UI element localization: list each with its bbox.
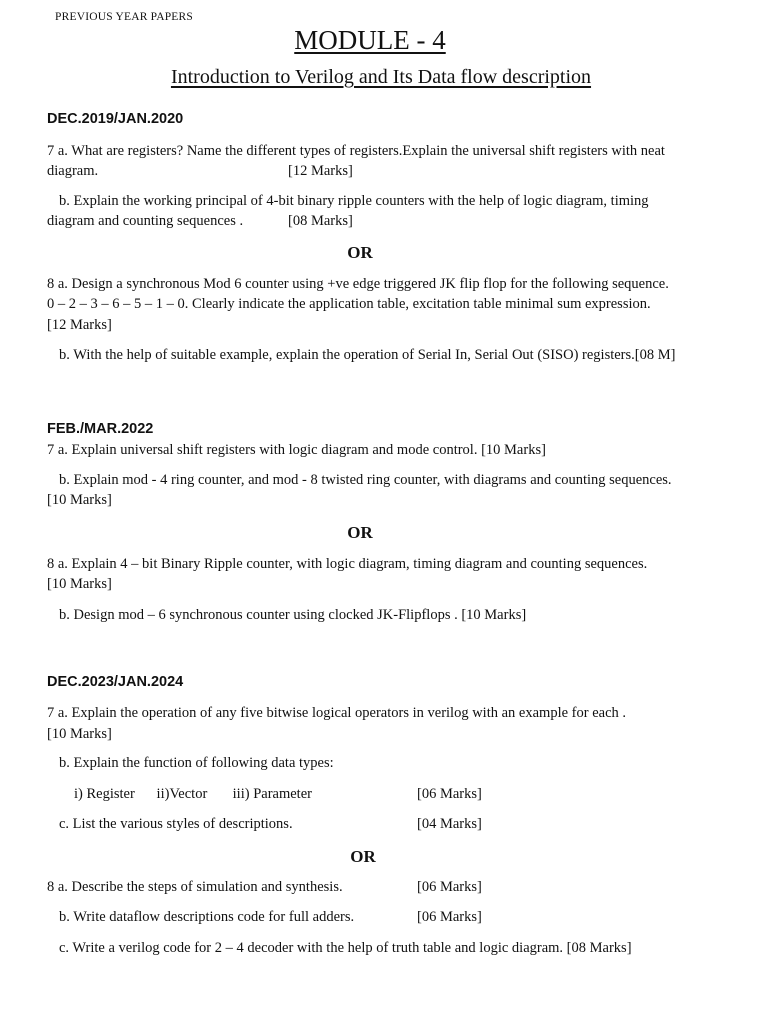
question-8a-line: 8 a. Design a synchronous Mod 6 counter using +ve edge triggered JK flip flop for the following sequence. — [47, 276, 669, 292]
question-7b-line: diagram and counting sequences . — [47, 213, 244, 229]
question-8a-line: 8 a. Describe the steps of simulation and synthesis. — [47, 879, 343, 895]
question-7c-marks: [04 Marks] — [417, 816, 482, 832]
or-divider: OR — [347, 243, 373, 262]
question-7b-marks: [06 Marks] — [417, 786, 482, 802]
question-7b-items: i) Register ii)Vector iii) Parameter — [74, 786, 312, 802]
question-7b-line: b. Explain mod - 4 ring counter, and mod - 8 twisted ring counter, with diagrams and counting sequences. — [59, 472, 672, 488]
question-8b-line: b. Write dataflow descriptions code for full adders. — [59, 909, 355, 925]
question-7b-line: b. Explain the working principal of 4-bit binary ripple counters with the help of logic diagram, timing — [59, 193, 649, 209]
module-title: MODULE - 4 — [294, 25, 446, 55]
question-7a-line: diagram. — [47, 163, 99, 179]
question-8b-marks: [06 Marks] — [417, 909, 482, 925]
question-8a-marks: [10 Marks] — [47, 576, 112, 592]
question-8a-line: 0 – 2 – 3 – 6 – 5 – 1 – 0. Clearly indicate the application table, excitation table minimal sum expression. — [47, 296, 651, 312]
question-8b-line: b. Design mod – 6 synchronous counter using clocked JK-Flipflops . [10 Marks] — [59, 607, 527, 623]
or-divider: OR — [350, 847, 376, 866]
question-8c-line: c. Write a verilog code for 2 – 4 decoder with the help of truth table and logic diagram. [08 Marks] — [59, 940, 632, 956]
question-7a-line: 7 a. Explain the operation of any five bitwise logical operators in verilog with an example for each . — [47, 705, 627, 721]
section-heading-dec2019: DEC.2019/JAN.2020 — [47, 111, 184, 127]
question-7b-marks: [10 Marks] — [47, 492, 112, 508]
question-7b-line: b. Explain the function of following data types: — [59, 755, 334, 771]
or-divider: OR — [347, 523, 373, 542]
question-8b-line: b. With the help of suitable example, explain the operation of Serial In, Serial Out (SISO) registers.[08 M] — [59, 347, 676, 363]
question-7c-line: c. List the various styles of descriptions. — [59, 816, 293, 832]
question-7a-line: 7 a. Explain universal shift registers with logic diagram and mode control. [10 Marks] — [47, 442, 546, 458]
question-8a-marks: [12 Marks] — [47, 317, 112, 333]
question-7b-marks: [08 Marks] — [288, 213, 353, 229]
question-7a-line: 7 a. What are registers? Name the different types of registers.Explain the universal shift registers with neat — [47, 143, 665, 159]
section-heading-feb2022: FEB./MAR.2022 — [47, 421, 154, 437]
question-7a-marks: [10 Marks] — [47, 726, 112, 742]
question-8a-line: 8 a. Explain 4 – bit Binary Ripple counter, with logic diagram, timing diagram and counting sequences. — [47, 556, 648, 572]
header-label: PREVIOUS YEAR PAPERS — [55, 11, 193, 23]
question-8a-marks: [06 Marks] — [417, 879, 482, 895]
question-7a-marks: [12 Marks] — [288, 163, 353, 179]
section-heading-dec2023: DEC.2023/JAN.2024 — [47, 674, 184, 690]
module-subtitle: Introduction to Verilog and Its Data flow description — [170, 66, 592, 88]
